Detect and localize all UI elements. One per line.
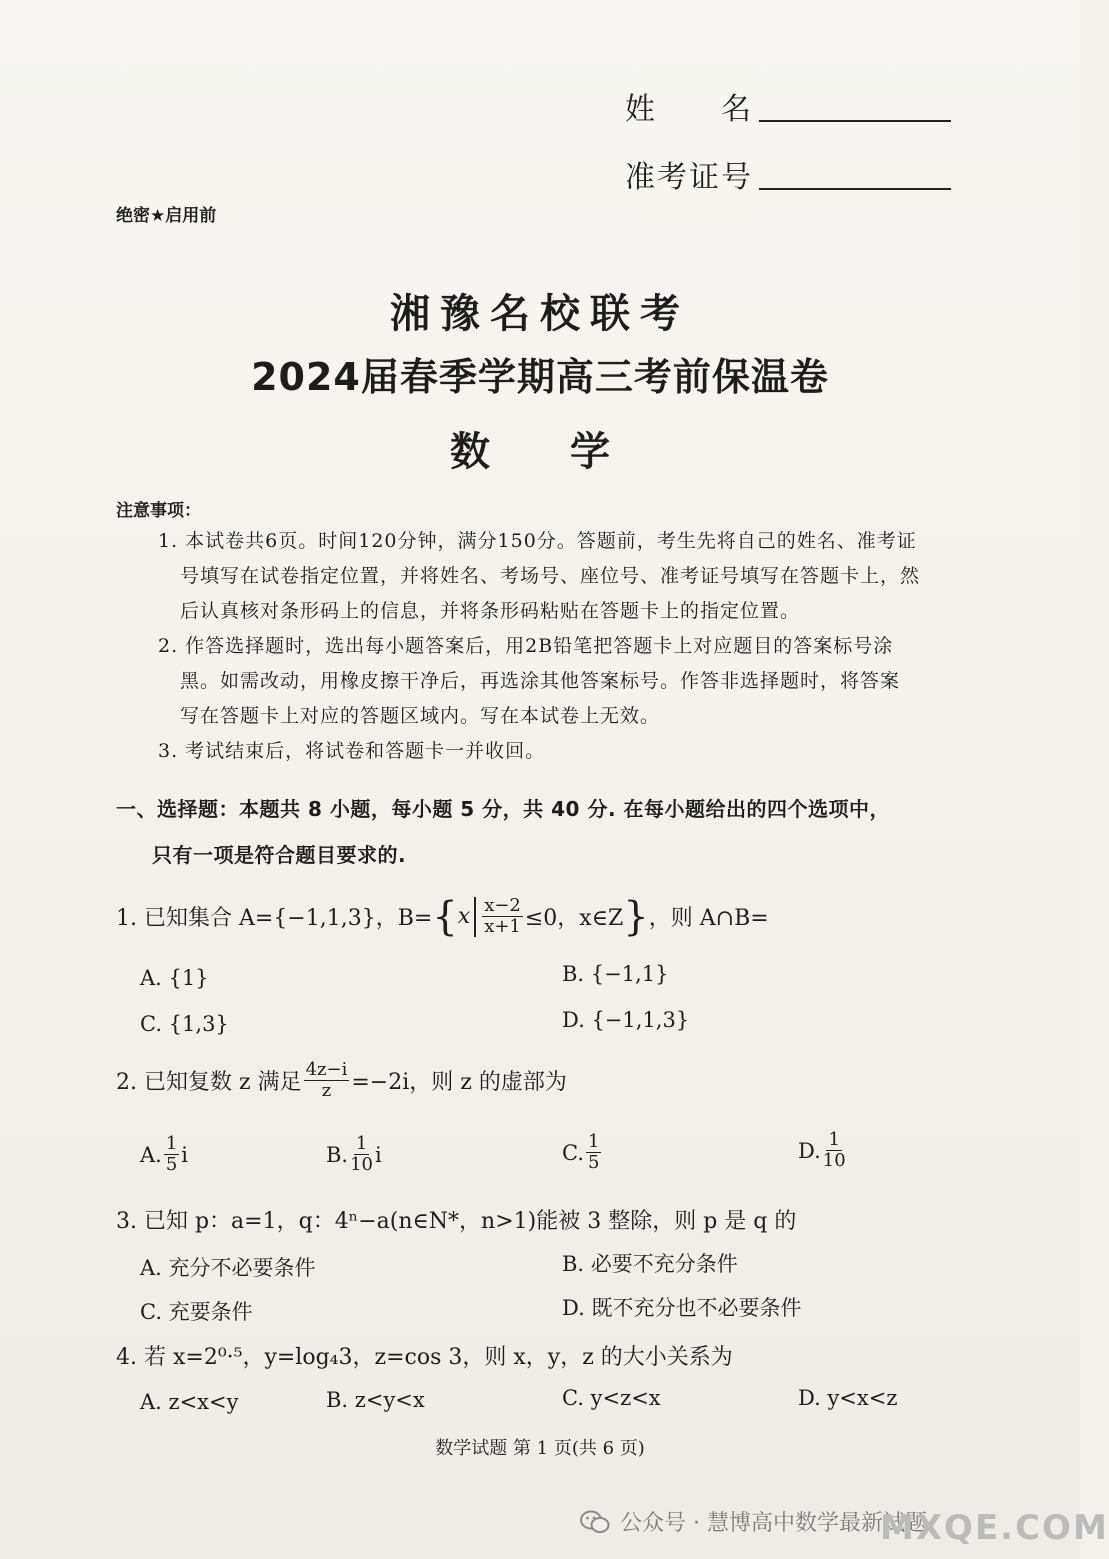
- q1-option-b[interactable]: B. {−1,1}: [562, 962, 669, 986]
- q1-suffix: ，则 A∩B=: [648, 906, 769, 931]
- q1-prefix: 1. 已知集合 A={−1,1,3}，B=: [116, 906, 433, 931]
- q3-option-d[interactable]: D. 既不充分也不必要条件: [562, 1296, 802, 1320]
- q2-fraction: $\frac{4z-i}{z}$: [305, 1059, 348, 1101]
- notice-line: 后认真核对条形码上的信息，并将条形码粘贴在答题卡上的指定位置。: [180, 600, 801, 622]
- notice-list: [158, 524, 958, 769]
- notice-line: 2. 作答选择题时，选出每小题答案后，用2B铅笔把答题卡上对应题目的答案标号涂: [158, 635, 894, 657]
- q2-option-a[interactable]: A. $\frac{1}{5}$ i: [140, 1133, 189, 1175]
- q3-option-a[interactable]: A. 充分不必要条件: [140, 1256, 316, 1280]
- q1-option-d[interactable]: D. {−1,1,3}: [562, 1008, 690, 1032]
- q1-condition: ≤0，x∈Z: [524, 906, 624, 931]
- name-line: [759, 120, 951, 122]
- subject-title: 数学: [450, 429, 690, 475]
- page-footer: 数学试题 第 1 页(共 6 页): [435, 1438, 645, 1459]
- left-brace: {: [432, 893, 458, 940]
- watermark: [580, 1506, 927, 1537]
- exam-title-2: 2024届春季学期高三考前保温卷: [251, 355, 829, 399]
- q2-prefix: 2. 已知复数 z 满足: [116, 1070, 302, 1095]
- q1-option-c[interactable]: C. {1,3}: [140, 1012, 229, 1036]
- exam-title-1: 湘豫名校联考: [390, 291, 690, 337]
- set-bar: [474, 897, 476, 937]
- question-4-stem: 4. 若 x=2⁰·⁵，y=log₄3，z=cos 3，则 x，y，z 的大小关系为: [116, 1345, 733, 1370]
- notice-line: 黑。如需改动，用橡皮擦干净后，再选涂其他答案标号。作答非选择题时，将答案: [180, 670, 901, 692]
- q3-option-b[interactable]: B. 必要不充分条件: [562, 1252, 738, 1276]
- question-3-stem: 3. 已知 p：a=1，q：4ⁿ−a(n∈N*，n>1)能被 3 整除，则 p 是 q 的: [116, 1209, 797, 1234]
- section-heading: [116, 786, 966, 878]
- q1-fraction: $\frac{x-2}{x+1}$: [484, 895, 521, 937]
- right-brace: }: [623, 893, 649, 940]
- watermark-text: 公众号 · 慧博高中数学最新试题: [620, 1511, 927, 1536]
- q4-option-a[interactable]: A. z<x<y: [140, 1390, 239, 1414]
- q4-option-b[interactable]: B. z<y<x: [326, 1388, 425, 1412]
- exam-id-label: 准考证号: [625, 160, 753, 195]
- section-heading-line: 一、选择题：本题共 8 小题，每小题 5 分，共 40 分. 在每小题给出的四个选项中，: [116, 797, 891, 821]
- q2-option-d[interactable]: D. $\frac{1}{10}$: [798, 1129, 846, 1171]
- q1-option-a[interactable]: A. {1}: [140, 966, 209, 990]
- exam-id-field[interactable]: [625, 152, 951, 196]
- notice-heading: 注意事项：: [116, 501, 201, 521]
- exam-id-line: [759, 188, 951, 190]
- notice-line: 1. 本试卷共6页。时间120分钟，满分150分。答题前，考生先将自己的姓名、准考证: [158, 530, 917, 552]
- q2-suffix: =−2i，则 z 的虚部为: [351, 1070, 567, 1095]
- section-heading-line: 只有一项是符合题目要求的.: [152, 843, 407, 867]
- wechat-icon: [580, 1509, 610, 1535]
- notice-line: 3. 考试结束后，将试卷和答题卡一并收回。: [158, 740, 546, 762]
- q2-option-c[interactable]: C. $\frac{1}{5}$: [562, 1131, 600, 1173]
- q3-option-c[interactable]: C. 充要条件: [140, 1300, 253, 1324]
- q4-option-d[interactable]: D. y<x<z: [798, 1386, 898, 1410]
- notice-line: 写在答题卡上对应的答题区域内。写在本试卷上无效。: [180, 705, 661, 727]
- q2-option-b[interactable]: B. $\frac{1}{10}$ i: [326, 1133, 382, 1175]
- name-field[interactable]: [625, 84, 951, 128]
- question-1-stem: [116, 893, 769, 940]
- q4-option-c[interactable]: C. y<z<x: [562, 1386, 661, 1410]
- notice-line: 号填写在试卷指定位置，并将姓名、考场号、座位号、准考证号填写在答题卡上，然: [180, 565, 921, 587]
- q1-set-var: x: [457, 904, 471, 929]
- secret-mark: 绝密★启用前: [116, 206, 217, 226]
- question-2-stem: [116, 1060, 567, 1101]
- watermark-logo: MXQE.COM: [880, 1508, 1109, 1548]
- name-label: 姓 名: [625, 92, 753, 127]
